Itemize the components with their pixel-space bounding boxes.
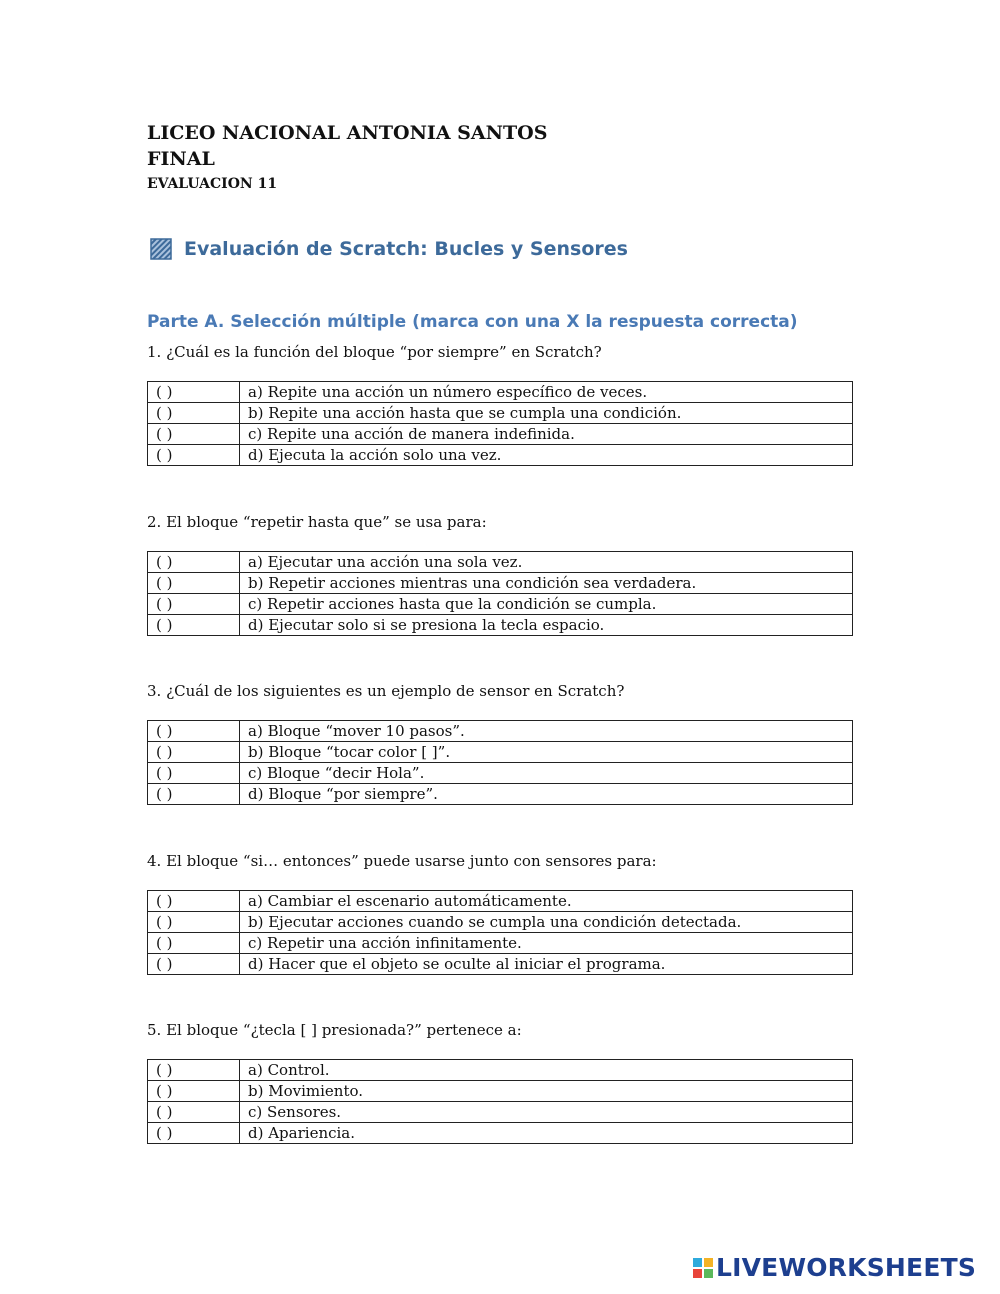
section-title <box>150 238 628 260</box>
table-row[interactable] <box>148 721 853 742</box>
option-text: d) Ejecuta la acción solo una vez. <box>240 445 853 466</box>
question-5: 5. El bloque “¿tecla [ ] presionada?” pertenece a: <box>147 1021 522 1039</box>
option-text: b) Ejecutar acciones cuando se cumpla una condición detectada. <box>240 912 853 933</box>
option-text: c) Repite una acción de manera indefinida. <box>240 424 853 445</box>
question-4-options <box>147 890 853 975</box>
liveworksheets-logo <box>693 1253 976 1282</box>
table-row[interactable] <box>148 891 853 912</box>
answer-mark-cell[interactable]: ( ) <box>148 763 240 784</box>
answer-mark-cell[interactable]: ( ) <box>148 1123 240 1144</box>
option-text: d) Bloque “por siempre”. <box>240 784 853 805</box>
answer-mark-cell[interactable]: ( ) <box>148 912 240 933</box>
answer-mark-cell[interactable]: ( ) <box>148 403 240 424</box>
option-text: d) Ejecutar solo si se presiona la tecla espacio. <box>240 615 853 636</box>
table-row[interactable] <box>148 933 853 954</box>
table-row[interactable] <box>148 742 853 763</box>
logo-block <box>704 1269 713 1278</box>
option-text: c) Repetir una acción infinitamente. <box>240 933 853 954</box>
question-3-options <box>147 720 853 805</box>
answer-mark-cell[interactable]: ( ) <box>148 933 240 954</box>
section-title-text: Evaluación de Scratch: Bucles y Sensores <box>184 238 628 260</box>
option-text: c) Repetir acciones hasta que la condición se cumpla. <box>240 594 853 615</box>
table-row[interactable] <box>148 594 853 615</box>
school-name: LICEO NACIONAL ANTONIA SANTOS <box>147 122 548 144</box>
logo-block <box>693 1269 702 1278</box>
answer-mark-cell[interactable]: ( ) <box>148 1060 240 1081</box>
question-1-options <box>147 381 853 466</box>
answer-mark-cell[interactable]: ( ) <box>148 424 240 445</box>
answer-mark-cell[interactable]: ( ) <box>148 742 240 763</box>
table-row[interactable] <box>148 1081 853 1102</box>
answer-mark-cell[interactable]: ( ) <box>148 784 240 805</box>
header-line-final: FINAL <box>147 148 215 170</box>
option-text: b) Bloque “tocar color [ ]”. <box>240 742 853 763</box>
table-row[interactable] <box>148 954 853 975</box>
table-row[interactable] <box>148 1102 853 1123</box>
question-5-options <box>147 1059 853 1144</box>
question-2-options <box>147 551 853 636</box>
answer-mark-cell[interactable]: ( ) <box>148 1081 240 1102</box>
table-row[interactable] <box>148 403 853 424</box>
logo-brand-text: LIVEWORKSHEETS <box>716 1253 977 1282</box>
option-text: c) Sensores. <box>240 1102 853 1123</box>
table-row[interactable] <box>148 615 853 636</box>
answer-mark-cell[interactable]: ( ) <box>148 573 240 594</box>
header-line-evaluation: EVALUACION 11 <box>147 176 278 192</box>
option-text: d) Hacer que el objeto se oculte al iniciar el programa. <box>240 954 853 975</box>
option-text: b) Movimiento. <box>240 1081 853 1102</box>
table-row[interactable] <box>148 784 853 805</box>
question-4: 4. El bloque “si… entonces” puede usarse junto con sensores para: <box>147 852 657 870</box>
table-row[interactable] <box>148 424 853 445</box>
answer-mark-cell[interactable]: ( ) <box>148 891 240 912</box>
option-text: d) Apariencia. <box>240 1123 853 1144</box>
answer-mark-cell[interactable]: ( ) <box>148 954 240 975</box>
table-row[interactable] <box>148 912 853 933</box>
question-1: 1. ¿Cuál es la función del bloque “por siempre” en Scratch? <box>147 343 602 361</box>
table-row[interactable] <box>148 1060 853 1081</box>
part-a-title: Parte A. Selección múltiple (marca con una X la respuesta correcta) <box>147 312 798 332</box>
option-text: c) Bloque “decir Hola”. <box>240 763 853 784</box>
logo-block <box>704 1258 713 1267</box>
option-text: a) Bloque “mover 10 pasos”. <box>240 721 853 742</box>
table-row[interactable] <box>148 1123 853 1144</box>
answer-mark-cell[interactable]: ( ) <box>148 552 240 573</box>
table-row[interactable] <box>148 552 853 573</box>
answer-mark-cell[interactable]: ( ) <box>148 445 240 466</box>
option-text: a) Ejecutar una acción una sola vez. <box>240 552 853 573</box>
table-row[interactable] <box>148 382 853 403</box>
answer-mark-cell[interactable]: ( ) <box>148 382 240 403</box>
logo-blocks-icon <box>693 1258 713 1278</box>
table-row[interactable] <box>148 763 853 784</box>
document-header <box>147 120 547 195</box>
logo-block <box>693 1258 702 1267</box>
table-row[interactable] <box>148 445 853 466</box>
answer-mark-cell[interactable]: ( ) <box>148 615 240 636</box>
option-text: b) Repetir acciones mientras una condición sea verdadera. <box>240 573 853 594</box>
table-row[interactable] <box>148 573 853 594</box>
striped-square-icon <box>150 238 172 260</box>
option-text: b) Repite una acción hasta que se cumpla una condición. <box>240 403 853 424</box>
question-3: 3. ¿Cuál de los siguientes es un ejemplo de sensor en Scratch? <box>147 682 625 700</box>
answer-mark-cell[interactable]: ( ) <box>148 594 240 615</box>
question-2: 2. El bloque “repetir hasta que” se usa para: <box>147 513 487 531</box>
option-text: a) Control. <box>240 1060 853 1081</box>
answer-mark-cell[interactable]: ( ) <box>148 1102 240 1123</box>
option-text: a) Repite una acción un número específico de veces. <box>240 382 853 403</box>
option-text: a) Cambiar el escenario automáticamente. <box>240 891 853 912</box>
answer-mark-cell[interactable]: ( ) <box>148 721 240 742</box>
